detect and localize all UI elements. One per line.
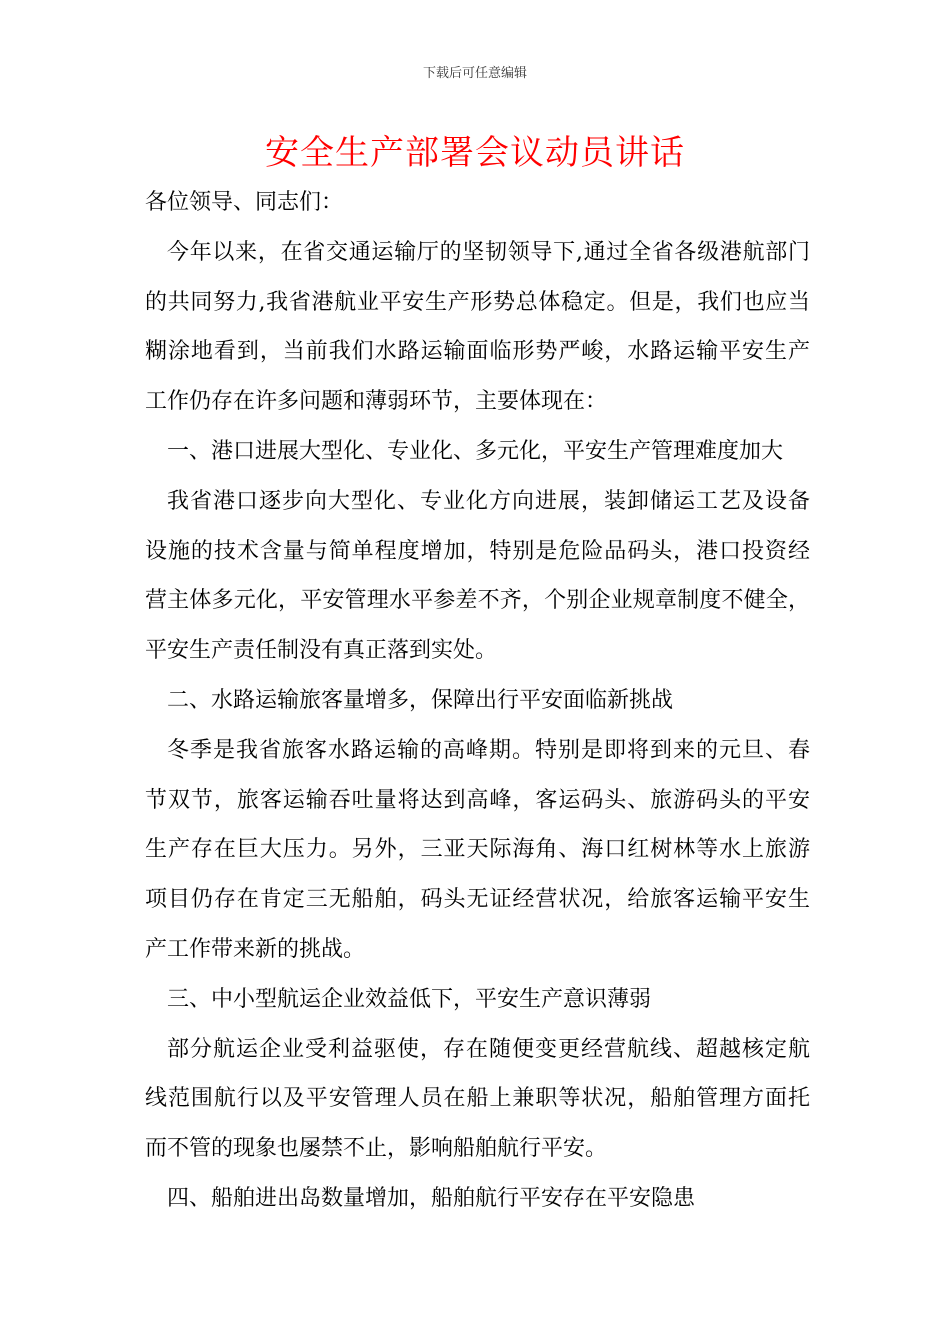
text-line: 今年以来，在省交通运输厅的坚韧领导下,通过全省各级港航部门: [167, 239, 810, 265]
document-title: 安全生产部署会议动员讲话: [265, 133, 685, 173]
text-line: 设施的技术含量与简单程度增加，特别是危险品码头，港口投资经: [145, 538, 810, 564]
text-line: 部分航运企业受利益驱使，存在随便变更经营航线、超越核定航: [167, 1036, 810, 1062]
text-line: 项目仍存在肯定三无船舶，码头无证经营状况，给旅客运输平安生: [145, 887, 810, 913]
text-line: 糊涂地看到，当前我们水路运输面临形势严峻，水路运输平安生产: [145, 339, 810, 365]
text-line: 一、港口进展大型化、专业化、多元化，平安生产管理难度加大: [167, 438, 784, 464]
text-line: 平安生产责任制没有真正落到实处。: [145, 638, 498, 664]
text-line: 四、船舶进出岛数量增加，船舶航行平安存在平安隐患: [167, 1185, 696, 1211]
document-body: [145, 178, 810, 1224]
text-line: 的共同努力,我省港航业平安生产形势总体稳定。但是，我们也应当: [145, 289, 810, 315]
text-line: 二、水路运输旅客量增多，保障出行平安面临新挑战: [167, 687, 674, 713]
text-line: 而不管的现象也屡禁不止，影响船舶航行平安。: [145, 1136, 608, 1162]
text-line: 冬季是我省旅客水路运输的高峰期。特别是即将到来的元旦、春: [167, 737, 810, 763]
text-line: 生产存在巨大压力。另外，三亚天际海角、海口红树林等水上旅游: [145, 837, 810, 863]
text-line: 三、中小型航运企业效益低下，平安生产意识薄弱: [167, 986, 652, 1012]
text-line: 我省港口逐步向大型化、专业化方向进展，装卸储运工艺及设备: [167, 488, 810, 514]
header-note: 下载后可任意编辑: [422, 66, 527, 81]
text-line: 各位领导、同志们：: [145, 190, 344, 215]
text-line: 产工作带来新的挑战。: [145, 936, 366, 962]
text-line: 工作仍存在许多问题和薄弱环节，主要体现在：: [145, 389, 608, 415]
text-line: 营主体多元化，平安管理水平参差不齐，个别企业规章制度不健全，: [145, 588, 810, 614]
text-line: 节双节，旅客运输吞吐量将达到高峰，客运码头、旅游码头的平安: [145, 787, 810, 813]
text-line: 线范围航行以及平安管理人员在船上兼职等状况，船舶管理方面托: [145, 1086, 810, 1112]
